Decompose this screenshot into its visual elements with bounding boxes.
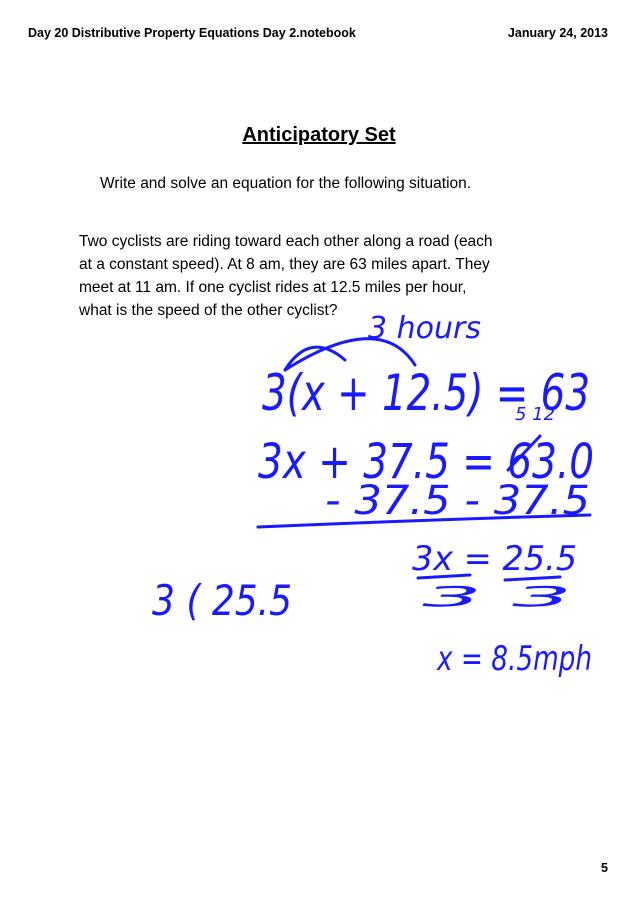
- problem-line: what is the speed of the other cyclist?: [79, 302, 338, 319]
- problem-line: meet at 11 am. If one cyclist rides at 12.5 miles per hour,: [79, 279, 467, 296]
- slide-title: Anticipatory Set: [242, 124, 396, 146]
- notebook-title: Day 20 Distributive Property Equations Day 2.notebook: [28, 26, 356, 40]
- page-number: 5: [601, 861, 608, 875]
- side-work: 3 ( 25.5: [152, 576, 292, 625]
- divide-bottom: 3 3: [422, 580, 572, 613]
- answer-line: x = 8.5mph: [436, 639, 592, 679]
- distributed-line: 3x + 37.5 = 63.0: [258, 434, 594, 490]
- subtract-line: - 37.5 - 37.5: [325, 478, 590, 524]
- problem-line: Two cyclists are riding toward each other along a road (each: [79, 233, 493, 250]
- divide-top: 3x = 25.5: [412, 539, 577, 579]
- equation-line: 3(x + 12.5) = 63: [262, 364, 590, 422]
- page-date: January 24, 2013: [507, 26, 608, 40]
- instruction-text: Write and solve an equation for the following situation.: [100, 175, 472, 192]
- borrow-marks: 5 12: [515, 404, 556, 425]
- problem-line: at a constant speed). At 8 am, they are 63 miles apart. They: [79, 256, 490, 273]
- note-hours: 3 hours: [368, 311, 481, 346]
